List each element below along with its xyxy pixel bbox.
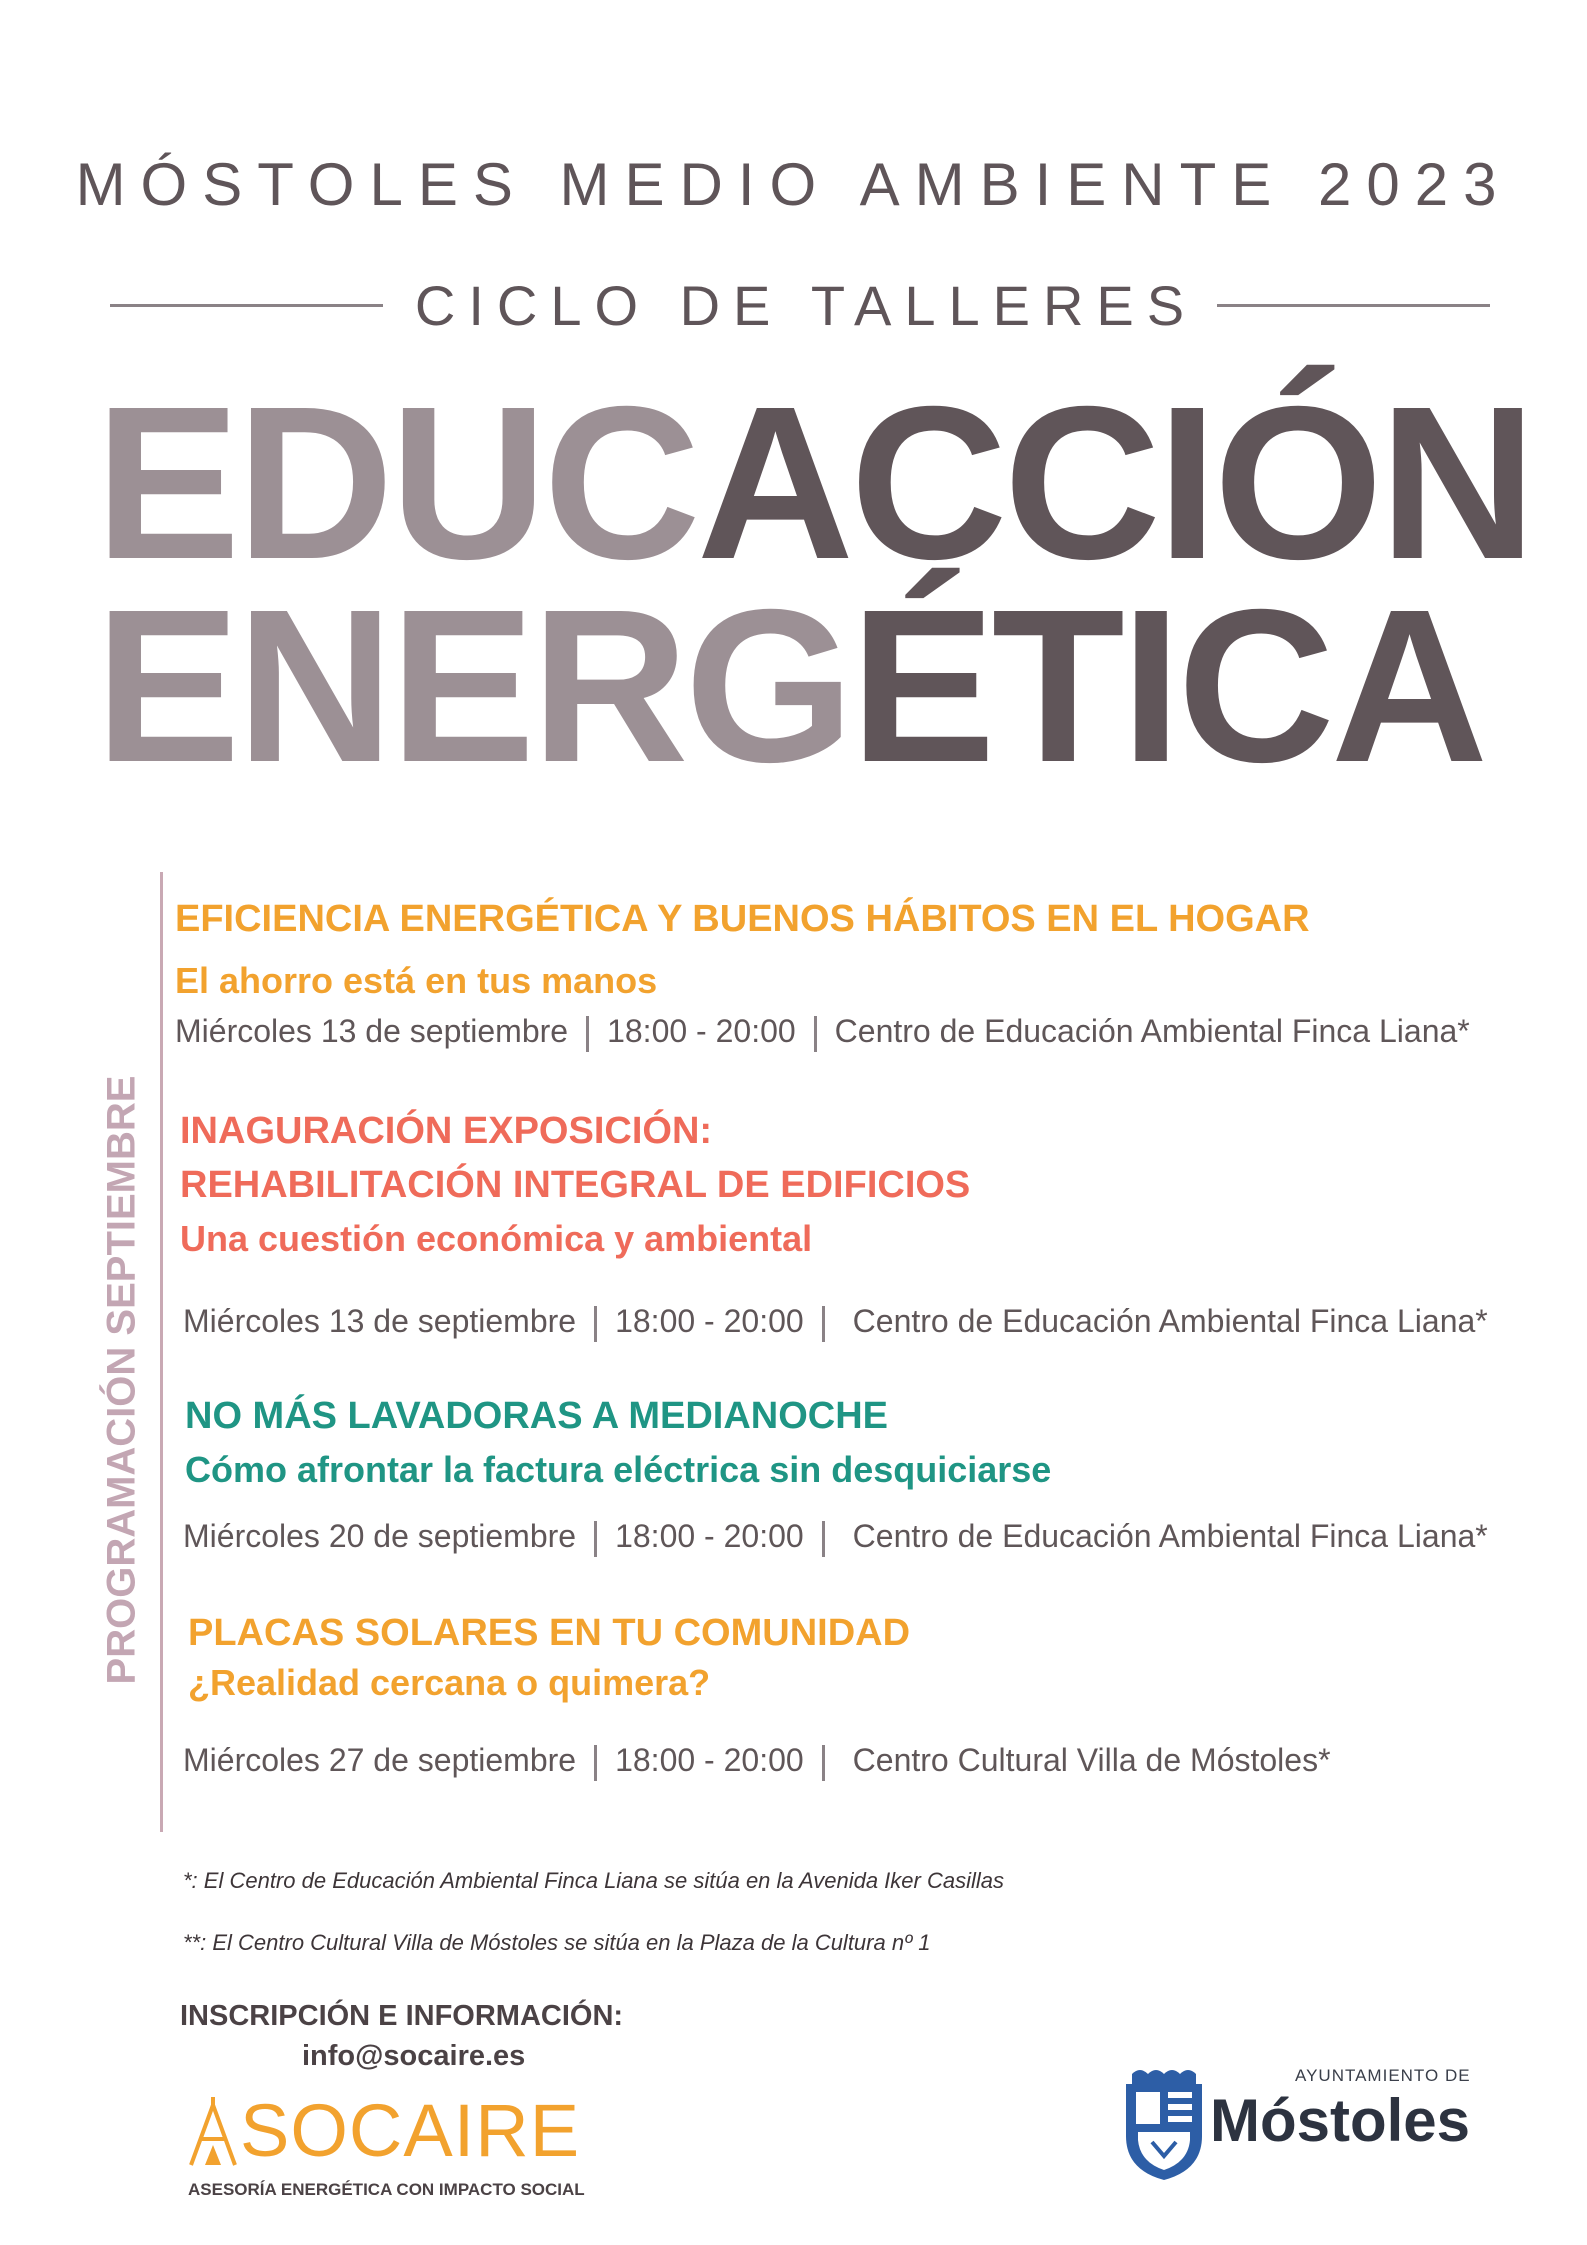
title-line-1 [95, 362, 1533, 605]
title-line-2-light: ENERG [95, 565, 851, 808]
event-4-date: Miércoles 27 de septiembre [183, 1742, 577, 1778]
event-1-title: EFICIENCIA ENERGÉTICA Y BUENOS HÁBITOS EN EL HOGAR [175, 898, 1310, 940]
event-4-time: 18:00 - 20:00 [615, 1742, 804, 1778]
event-1-place: Centro de Educación Ambiental Finca Liana* [834, 1013, 1470, 1049]
separator [594, 1306, 597, 1342]
separator [822, 1745, 825, 1781]
separator [594, 1745, 597, 1781]
separator [586, 1016, 589, 1052]
footnote-2: **: El Centro Cultural Villa de Móstoles se sitúa en la Plaza de la Cultura nº 1 [183, 1930, 931, 1955]
socaire-tagline: ASESORÍA ENERGÉTICA CON IMPACTO SOCIAL [188, 2180, 585, 2199]
event-1-date: Miércoles 13 de septiembre [175, 1013, 569, 1049]
event-1-info [175, 1013, 1470, 1052]
mostoles-shield-icon [1122, 2066, 1206, 2182]
socaire-logo [188, 2088, 580, 2173]
divider-right [1217, 304, 1490, 307]
event-3-place: Centro de Educación Ambiental Finca Liana* [852, 1518, 1488, 1554]
event-4-info [183, 1742, 1331, 1781]
contact-label: INSCRIPCIÓN E INFORMACIÓN: [180, 2000, 624, 2032]
event-2-info [183, 1303, 1488, 1342]
event-2-time: 18:00 - 20:00 [615, 1303, 804, 1339]
separator [822, 1306, 825, 1342]
separator [822, 1521, 825, 1557]
mostoles-name: Móstoles [1210, 2087, 1471, 2154]
event-3-title: NO MÁS LAVADORAS A MEDIANOCHE [185, 1395, 888, 1437]
event-3-time: 18:00 - 20:00 [615, 1518, 804, 1554]
program-vertical-line [160, 872, 163, 1832]
mostoles-small-label: AYUNTAMIENTO DE [1295, 2066, 1471, 2085]
cycle-subtitle: CICLO DE TALLERES [414, 273, 1198, 337]
title-line-1-dark: ACCIÓN [696, 362, 1533, 605]
socaire-tent-icon [188, 2095, 238, 2167]
event-2-title: INAGURACIÓN EXPOSICIÓN: [180, 1110, 713, 1152]
event-1-subtitle: El ahorro está en tus manos [175, 960, 658, 1001]
contact-email[interactable]: info@socaire.es [302, 2040, 526, 2072]
title-line-2 [95, 565, 1485, 808]
event-2-place: Centro de Educación Ambiental Finca Liana* [852, 1303, 1488, 1339]
title-line-1-light: EDUC [95, 362, 697, 605]
socaire-name: SOCAIRE [240, 2089, 581, 2172]
subtitle-row [110, 270, 1490, 340]
separator [594, 1521, 597, 1557]
event-4-subtitle: ¿Realidad cercana o quimera? [188, 1662, 711, 1703]
event-3-subtitle: Cómo afrontar la factura eléctrica sin desquiciarse [185, 1449, 1052, 1490]
event-4-title: PLACAS SOLARES EN TU COMUNIDAD [188, 1612, 911, 1654]
footnote-1: *: El Centro de Educación Ambiental Finca Liana se sitúa en la Avenida Iker Casillas [183, 1868, 1004, 1893]
event-2-date: Miércoles 13 de septiembre [183, 1303, 577, 1339]
event-1-time: 18:00 - 20:00 [607, 1013, 796, 1049]
event-4-place: Centro Cultural Villa de Móstoles* [852, 1742, 1331, 1778]
program-side-label: PROGRAMACIÓN SEPTIEMBRE [99, 1075, 144, 1685]
event-3-info [183, 1518, 1488, 1557]
event-3-date: Miércoles 20 de septiembre [183, 1518, 577, 1554]
divider-left [110, 304, 383, 307]
event-series-heading: MÓSTOLES MEDIO AMBIENTE 2023 [75, 151, 1512, 218]
title-line-2-dark: ÉTICA [850, 565, 1485, 808]
separator [814, 1016, 817, 1052]
event-2-subtitle: Una cuestión económica y ambiental [180, 1218, 813, 1259]
event-2-title-line-2: REHABILITACIÓN INTEGRAL DE EDIFICIOS [180, 1164, 971, 1206]
